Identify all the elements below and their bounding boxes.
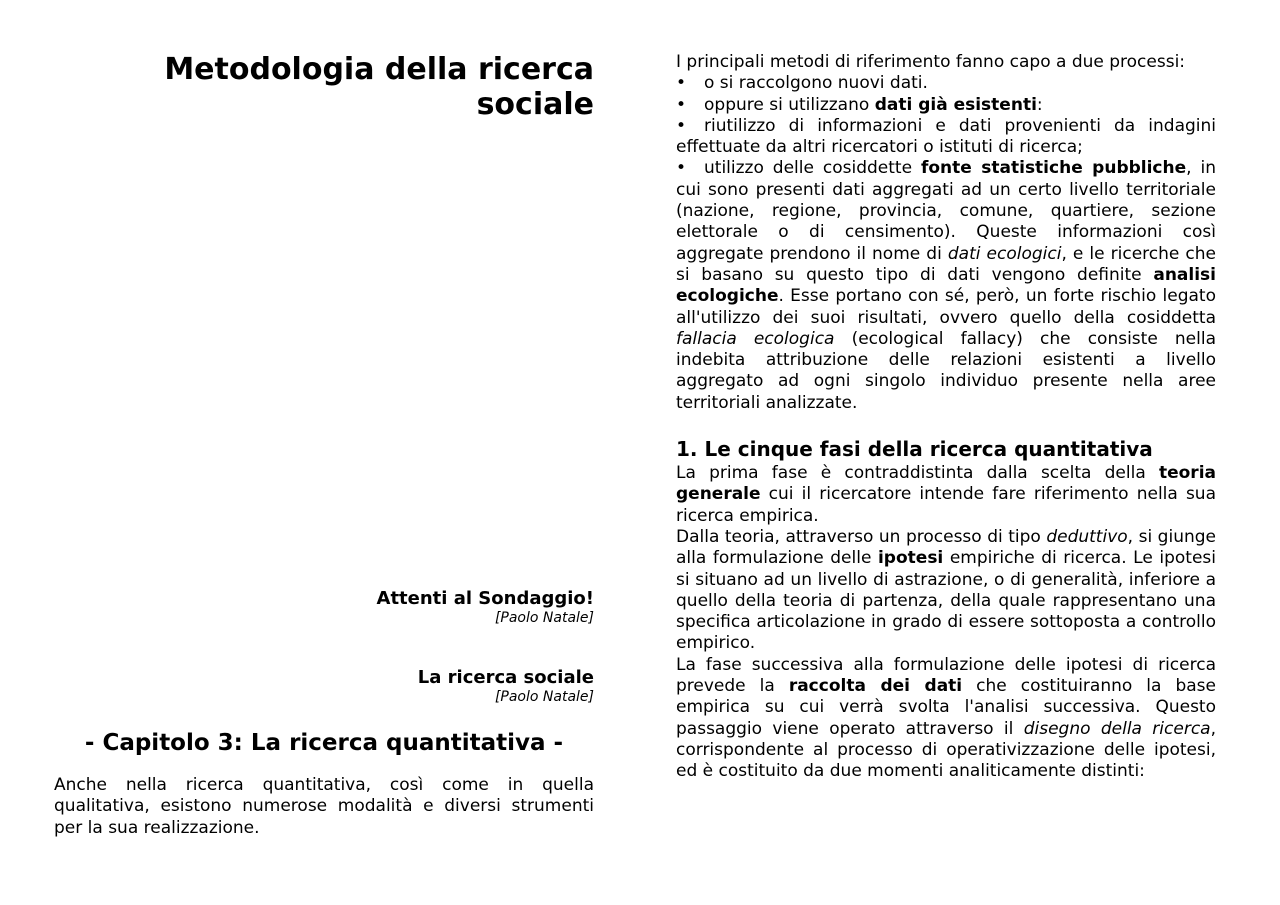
italic-term: disegno della ricerca: [1023, 718, 1211, 739]
book-title: Attenti al Sondaggio!: [376, 588, 594, 609]
section-heading: 1. Le cinque fasi della ricerca quantitativa: [676, 437, 1153, 462]
bullet-text: :: [1036, 94, 1043, 115]
paragraph-text: Dalla teoria, attraverso un processo di tipo: [676, 526, 1047, 547]
right-column: [676, 52, 1216, 783]
paragraph-phase-2: [676, 527, 1216, 655]
bold-term: raccolta dei dati: [788, 676, 963, 697]
bullet-icon: •: [676, 158, 687, 179]
italic-term: deduttivo: [1046, 526, 1128, 547]
book-title: La ricerca sociale: [417, 667, 594, 688]
book-reference-1: [377, 588, 594, 627]
title-line-2: sociale: [476, 87, 594, 122]
paragraph-text: La fase successiva alla formulazione delle ipotesi di ricerca prevede la: [676, 654, 1216, 697]
paragraph-text: empiriche di ricerca. Le ipotesi si situano ad un livello di astrazione, o di generalità, inferiore a quello della teoria di partenza, della quale rappresentano una specifica articolazione in grado di essere sottoposta a controllo empirico.: [676, 548, 1216, 654]
bullet-text: utilizzo delle cosiddette: [704, 158, 921, 179]
bullet-text: o si raccolgono nuovi dati.: [704, 73, 928, 94]
bullet-item: [676, 116, 1216, 159]
bullet-text: . Esse portano con sé, però, un forte rischio legato all'utilizzo dei suoi risultati, ovvero quello della cosiddetta: [676, 286, 1216, 328]
paragraph-phase-3: [676, 655, 1216, 783]
bullet-item: [676, 158, 1216, 414]
paragraph-phase-1: [676, 463, 1216, 527]
bullet-text: (ecological fallacy) che consiste nella indebita attribuzione delle relazioni esistenti a livello aggregato ad ogni singolo individuo presente nella aree territoriali analizzate.: [676, 328, 1216, 413]
document-title: [54, 52, 594, 122]
left-column: [54, 52, 594, 852]
bullet-text: oppure si utilizzano: [704, 94, 875, 115]
intro-paragraph: Anche nella ricerca quantitativa, così come in quella qualitativa, esistono numerose modalità e diversi strumenti per la sua realizzazione.: [54, 775, 594, 838]
bold-term: teoria generale: [676, 463, 1216, 505]
paragraph-text: , corrispondente al processo di operativizzazione delle ipotesi, ed è costituito da due momenti analiticamente distinti:: [676, 718, 1216, 782]
book-reference-2: [418, 667, 594, 706]
paragraph-methods: I principali metodi di riferimento fanno capo a due processi:: [676, 52, 1186, 72]
book-author: [Paolo Natale]: [494, 689, 594, 705]
bold-term: analisi ecologiche: [676, 264, 1216, 307]
bold-term: dati già esistenti: [874, 94, 1037, 115]
chapter-heading: - Capitolo 3: La ricerca quantitativa -: [84, 730, 564, 756]
paragraph-text: che costituiranno la base empirica su cui verrà svolta l'analisi successiva. Questo passaggio viene operato attraverso il: [676, 676, 1216, 739]
bold-term: fonte statistiche pubbliche: [920, 158, 1187, 179]
paragraph-text: La prima fase è contraddistinta dalla scelta della: [676, 463, 1159, 484]
paragraph-text: cui il ricercatore intende fare riferimento nella sua ricerca empirica.: [676, 484, 1216, 526]
paragraph-text: , si giunge alla formulazione delle: [676, 526, 1216, 569]
book-author: [Paolo Natale]: [494, 610, 594, 626]
bullet-icon: •: [676, 73, 687, 94]
italic-term: dati ecologici: [947, 243, 1062, 264]
bullet-item: [676, 73, 1216, 94]
bullet-text: , in cui sono presenti dati aggregati ad un certo livello territoriale (nazione, regione, provincia, comune, quartiere, sezione elettorale o di censimento). Queste informazioni così aggregate prendono il nome di: [676, 158, 1216, 264]
title-line-1: Metodologia della ricerca: [164, 52, 594, 87]
bullet-icon: •: [676, 94, 687, 115]
bullet-item: [676, 95, 1216, 116]
bullet-text: , e le ricerche che si basano su questo tipo di dati vengono definite: [676, 243, 1216, 285]
bullet-text: riutilizzo di informazioni e dati provenienti da indagini effettuate da altri ricercatori o istituti di ricerca;: [676, 115, 1216, 158]
bullet-icon: •: [676, 115, 687, 136]
bold-term: ipotesi: [877, 548, 944, 569]
italic-term: fallacia ecologica: [676, 328, 835, 349]
